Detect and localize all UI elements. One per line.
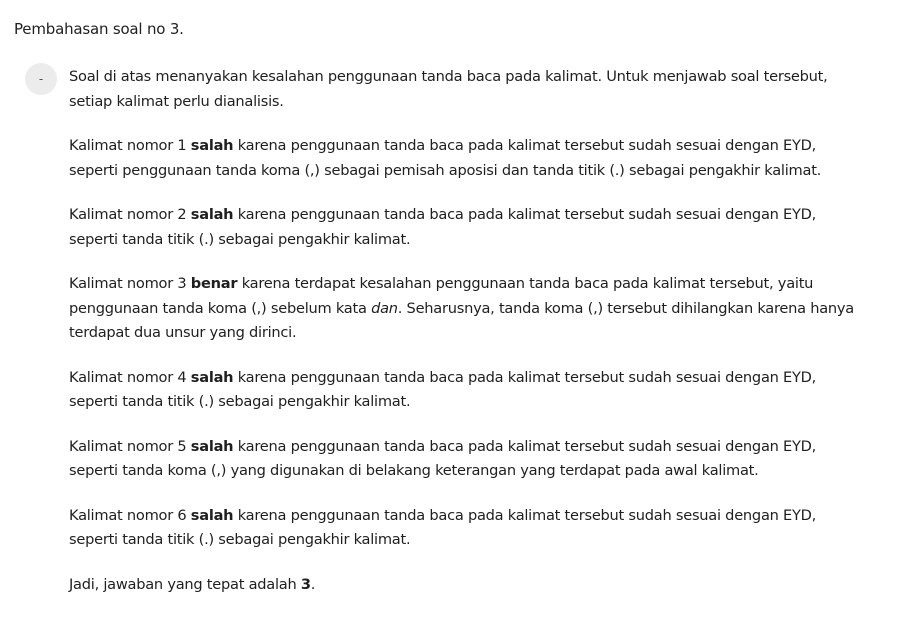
kalimat-2-rest: karena penggunaan tanda baca pada kalimat tersebut sudah sesuai dengan EYD, seperti tanda titik (.) sebagai pengakhir kalimat. [69,206,817,248]
paragraph-kalimat-3 [69,272,869,346]
paragraph-kalimat-4 [69,366,869,415]
paragraph-kalimat-2 [69,203,869,252]
kalimat-3-verdict: benar [190,275,238,292]
kalimat-4-verdict: salah [190,368,234,386]
kalimat-3-prefix: Kalimat nomor 3 [69,275,191,292]
bullet-marker [25,63,57,95]
paragraph-kalimat-1 [69,134,869,183]
conclusion-prefix: Jadi, jawaban yang tepat adalah [69,575,301,593]
kalimat-6-verdict: salah [190,506,234,524]
dash-icon: - [38,72,44,86]
paragraph-intro [69,65,869,114]
kalimat-5-rest: karena penggunaan tanda baca pada kalimat tersebut sudah sesuai dengan EYD, seperti tanda koma (,) yang digunakan di belakang keterangan yang terdapat pada awal kalimat. [69,437,817,479]
paragraph-kalimat-5 [69,435,869,484]
kalimat-1-verdict: salah [190,137,234,154]
kalimat-3-rest: . Seharusnya, tanda koma (,) tersebut dihilangkan karena hanya terdapat dua unsur yang dirinci. [69,299,854,341]
conclusion-answer: 3 [300,575,311,593]
explanation-body [69,65,869,617]
paragraph-conclusion [69,573,869,598]
kalimat-1-prefix: Kalimat nomor 1 [69,137,191,154]
kalimat-6-prefix: Kalimat nomor 6 [69,506,191,524]
kalimat-6-rest: karena penggunaan tanda baca pada kalimat tersebut sudah sesuai dengan EYD, seperti tanda titik (.) sebagai pengakhir kalimat. [69,506,817,548]
kalimat-5-verdict: salah [190,437,234,455]
paragraph-kalimat-6 [69,504,869,553]
kalimat-5-prefix: Kalimat nomor 5 [69,437,191,455]
page-title: Pembahasan soal no 3. [14,20,184,38]
kalimat-2-verdict: salah [190,206,234,223]
kalimat-3-italic-word: dan [371,299,398,317]
kalimat-2-prefix: Kalimat nomor 2 [69,206,191,223]
conclusion-suffix: . [310,575,316,593]
kalimat-3-mid: karena terdapat kesalahan penggunaan tanda baca pada kalimat tersebut, yaitu penggunaan tanda koma (,) sebelum kata [69,275,814,317]
kalimat-1-rest: karena penggunaan tanda baca pada kalimat tersebut sudah sesuai dengan EYD, seperti penggunaan tanda koma (,) sebagai pemisah aposisi dan tanda titik (.) sebagai pengakhir kalimat. [69,137,822,179]
kalimat-4-rest: karena penggunaan tanda baca pada kalimat tersebut sudah sesuai dengan EYD, seperti tanda titik (.) sebagai pengakhir kalimat. [69,368,817,410]
kalimat-4-prefix: Kalimat nomor 4 [69,368,191,386]
intro-text: Soal di atas menanyakan kesalahan penggunaan tanda baca pada kalimat. Untuk menjawab soal tersebut, setiap kalimat perlu dianalisis. [69,68,828,110]
